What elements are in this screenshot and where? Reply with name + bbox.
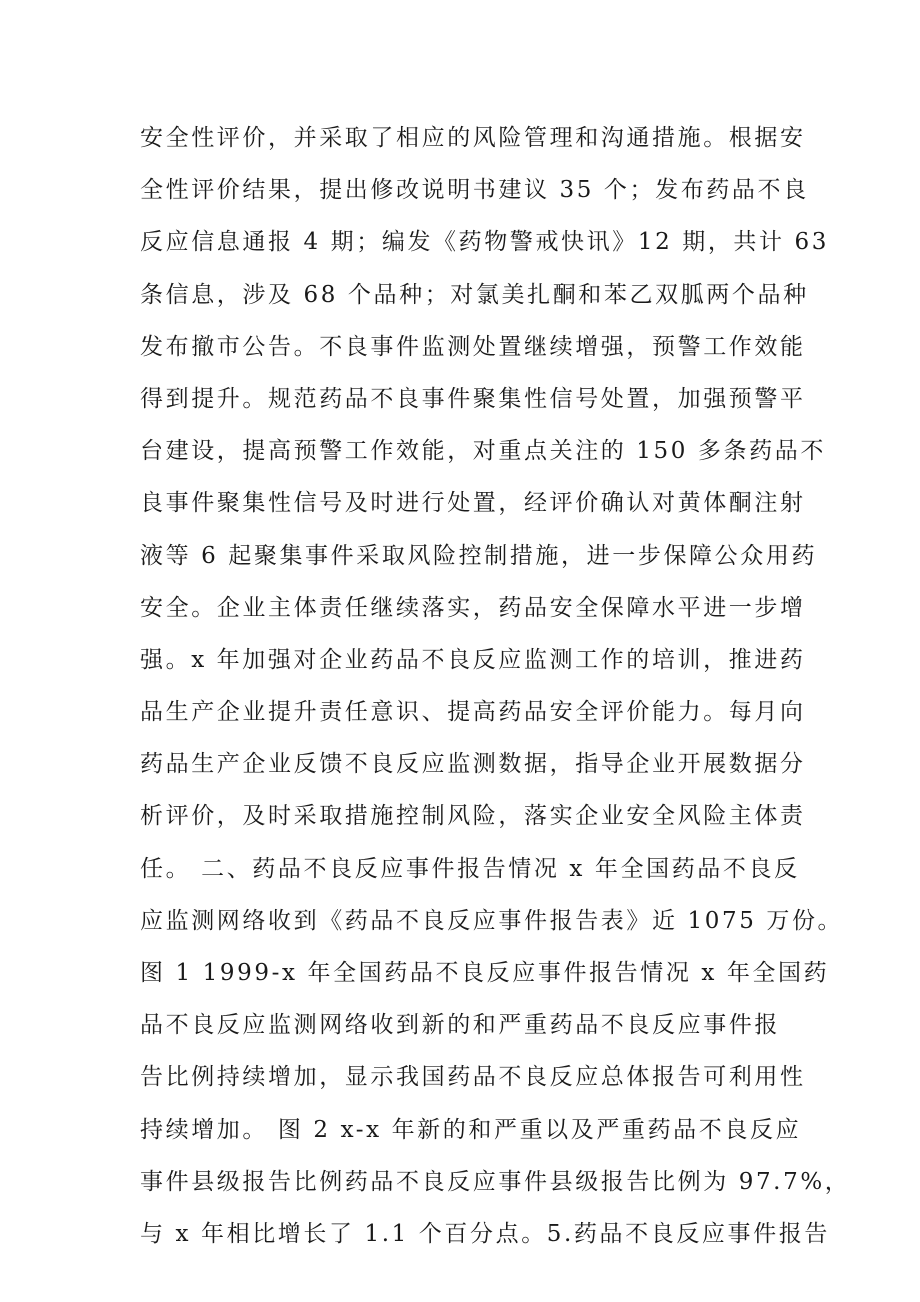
text-line-19: 告比例持续增加，显示我国药品不良反应总体报告可利用性 bbox=[140, 1064, 806, 1091]
body-text bbox=[140, 112, 851, 1260]
text-line-2: 全性评价结果，提出修改说明书建议 35 个；发布药品不良 bbox=[140, 177, 809, 204]
text-line-14: 析评价，及时采取措施控制风险，落实企业安全风险主体责 bbox=[140, 803, 806, 830]
text-line-21: 事件县级报告比例药品不良反应事件县级报告比例为 97.7%， bbox=[140, 1168, 851, 1195]
text-line-12: 品生产企业提升责任意识、提高药品安全评价能力。每月向 bbox=[140, 699, 806, 726]
text-line-7: 台建设，提高预警工作效能，对重点关注的 150 多条药品不 bbox=[140, 438, 826, 465]
text-line-20: 持续增加。 图 2 x-x 年新的和严重以及严重药品不良反应 bbox=[140, 1116, 802, 1143]
text-line-18: 品不良反应监测网络收到新的和严重药品不良反应事件报 bbox=[140, 1012, 780, 1039]
text-line-6: 得到提升。规范药品不良事件聚集性信号处置，加强预警平 bbox=[140, 385, 806, 412]
text-line-15: 任。 二、药品不良反应事件报告情况 x 年全国药品不良反 bbox=[140, 855, 800, 882]
text-line-3: 反应信息通报 4 期；编发《药物警戒快讯》12 期，共计 63 bbox=[140, 229, 830, 256]
text-line-11: 强。x 年加强对企业药品不良反应监测工作的培训，推进药 bbox=[140, 646, 806, 673]
text-line-10: 安全。企业主体责任继续落实，药品安全保障水平进一步增 bbox=[140, 594, 806, 621]
text-line-4: 条信息，涉及 68 个品种；对氯美扎酮和苯乙双胍两个品种 bbox=[140, 281, 809, 308]
text-line-1: 安全性评价，并采取了相应的风险管理和沟通措施。根据安 bbox=[140, 125, 806, 151]
text-line-8: 良事件聚集性信号及时进行处置，经评价确认对黄体酮注射 bbox=[140, 490, 806, 517]
text-line-9: 液等 6 起聚集事件采取风险控制措施，进一步保障公众用药 bbox=[140, 542, 818, 569]
text-line-22: 与 x 年相比增长了 1.1 个百分点。5.药品不良反应事件报告 bbox=[140, 1220, 830, 1247]
text-line-13: 药品生产企业反馈不良反应监测数据，指导企业开展数据分 bbox=[140, 751, 806, 778]
text-line-16: 应监测网络收到《药品不良反应事件报告表》近 1075 万份。 bbox=[140, 907, 844, 934]
text-line-5: 发布撤市公告。不良事件监测处置继续增强，预警工作效能 bbox=[140, 333, 806, 360]
text-line-17: 图 1 1999-x 年全国药品不良反应事件报告情况 x 年全国药 bbox=[140, 960, 830, 986]
